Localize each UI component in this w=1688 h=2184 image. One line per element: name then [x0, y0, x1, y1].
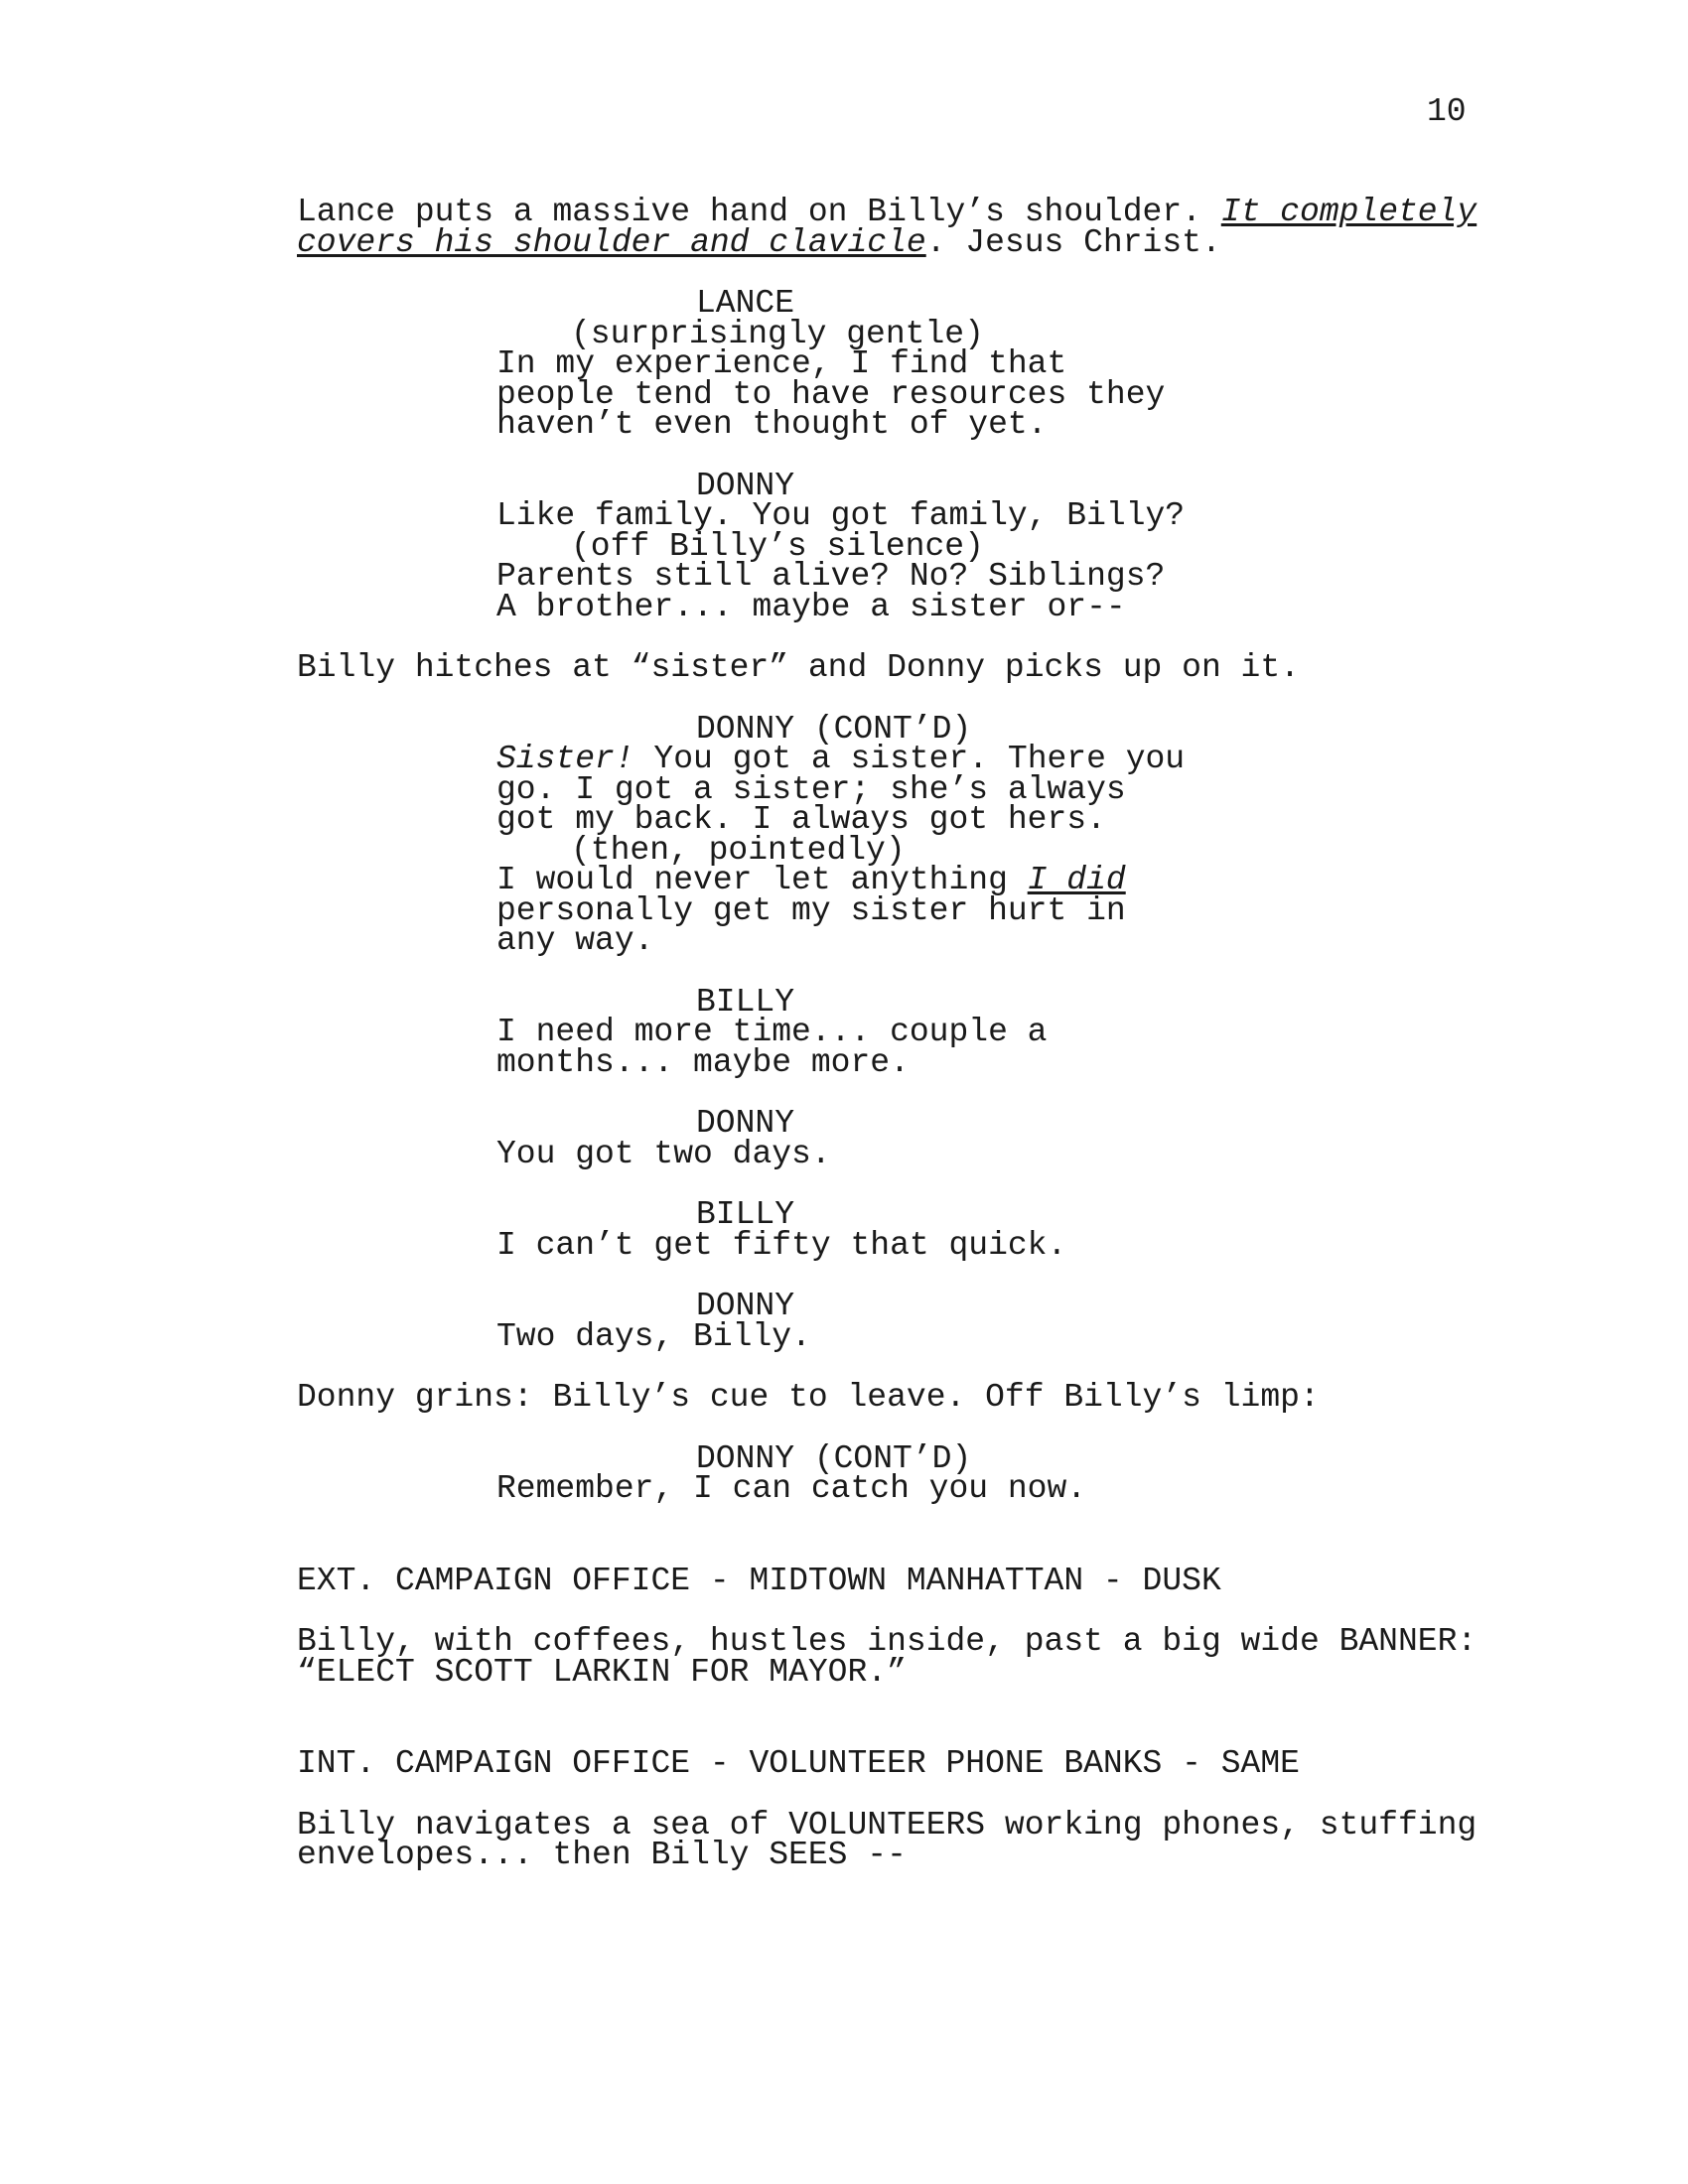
character-name: BILLY	[696, 1196, 795, 1233]
parenthetical: (then, pointedly)	[571, 831, 906, 869]
action-line: “ELECT SCOTT LARKIN FOR MAYOR.”	[297, 1653, 907, 1691]
emphasis-text: Sister!	[496, 741, 634, 777]
dialogue-line: You got two days.	[496, 1135, 831, 1172]
dialogue-line: In my experience, I find that	[496, 345, 1067, 382]
dialogue-line	[297, 741, 1469, 777]
emphasis-text: I did	[1027, 862, 1126, 898]
action-line	[297, 223, 1469, 261]
character-name: LANCE	[696, 285, 795, 322]
dialogue-line: A brother... maybe a sister or--	[496, 588, 1126, 625]
action-line: Billy navigates a sea of VOLUNTEERS working phones, stuffing	[297, 1806, 1477, 1843]
dialogue-line: I need more time... couple a	[496, 1014, 1048, 1050]
dialogue-line	[297, 862, 1469, 898]
character-name: BILLY	[696, 983, 795, 1021]
action-line: Donny grins: Billy’s cue to leave. Off Billy’s limp:	[297, 1379, 1320, 1416]
scene-heading: INT. CAMPAIGN OFFICE - VOLUNTEER PHONE BANKS - SAME	[297, 1745, 1300, 1782]
emphasis-text: covers his shoulder and clavicle	[297, 223, 926, 261]
action-text: Lance puts a massive hand on Billy’s shoulder.	[297, 194, 1221, 230]
dialogue-line: Two days, Billy.	[496, 1317, 811, 1355]
dialogue-line: I can’t get fifty that quick.	[496, 1226, 1067, 1264]
dialogue-line: Parents still alive? No? Siblings?	[496, 558, 1166, 595]
dialogue-text: You got a sister. There you	[633, 741, 1186, 777]
action-line: Billy hitches at “sister” and Donny picks up on it.	[297, 649, 1300, 686]
character-name: DONNY	[696, 467, 795, 504]
parenthetical: (off Billy’s silence)	[571, 527, 984, 565]
dialogue-line: people tend to have resources they	[496, 375, 1166, 413]
scene-heading: EXT. CAMPAIGN OFFICE - MIDTOWN MANHATTAN - DUSK	[297, 1562, 1221, 1599]
dialogue-line: haven’t even thought of yet.	[496, 406, 1048, 443]
dialogue-line: Like family. You got family, Billy?	[496, 497, 1186, 534]
character-name: DONNY	[696, 1105, 795, 1142]
dialogue-line: months... maybe more.	[496, 1043, 910, 1081]
action-line: envelopes... then Billy SEES --	[297, 1837, 907, 1873]
character-name: DONNY (CONT’D)	[696, 1439, 972, 1477]
screenplay-body	[297, 194, 1477, 1873]
dialogue-line: personally get my sister hurt in	[496, 891, 1126, 929]
dialogue-line: Remember, I can catch you now.	[496, 1470, 1087, 1507]
dialogue-line: go. I got a sister; she’s always	[496, 770, 1126, 808]
emphasis-text: It completely	[1220, 194, 1477, 230]
character-name: DONNY	[696, 1288, 795, 1324]
parenthetical: (surprisingly gentle)	[571, 315, 984, 352]
dialogue-line: got my back. I always got hers.	[496, 801, 1106, 838]
dialogue-text: I would never let anything	[496, 862, 1028, 898]
page-number: 10	[1427, 93, 1467, 130]
action-line: Billy, with coffees, hustles inside, past a big wide BANNER:	[297, 1623, 1477, 1660]
character-name: DONNY (CONT’D)	[696, 710, 972, 748]
action-text: . Jesus Christ.	[925, 223, 1221, 261]
dialogue-line: any way.	[496, 922, 654, 959]
